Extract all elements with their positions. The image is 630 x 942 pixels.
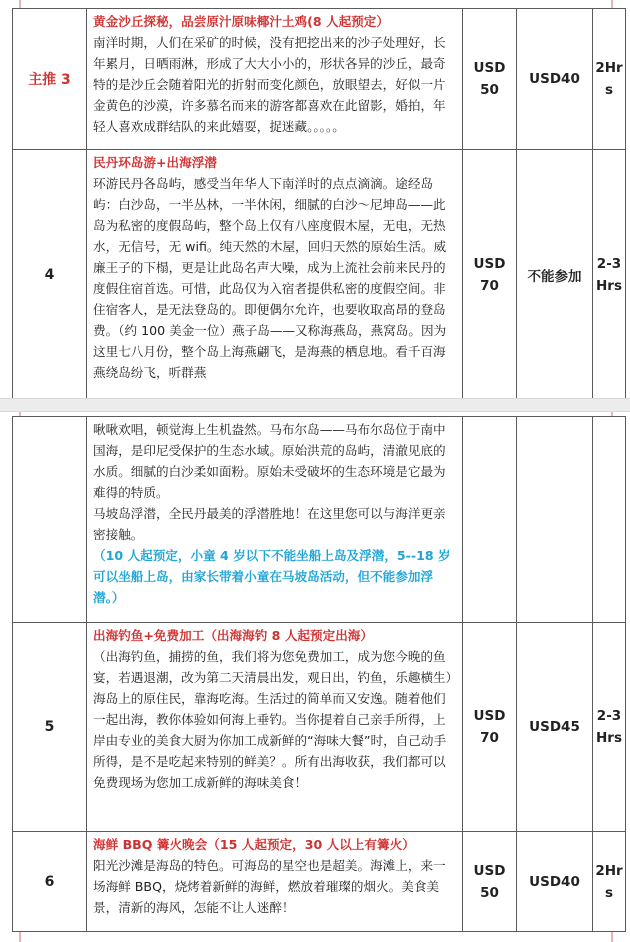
activity-description xyxy=(87,9,463,150)
duration xyxy=(593,417,626,623)
table-page-1 xyxy=(12,8,630,400)
activity-title: 民丹环岛游+出海浮潜 xyxy=(93,155,217,170)
activity-body-snorkel: 马坡岛浮潜，全民丹最美的浮潜胜地！在这里您可以与海洋更亲密接触。 xyxy=(93,506,446,542)
duration: 2-3Hrs xyxy=(593,623,626,832)
activity-title: 出海钓鱼+免费加工 xyxy=(93,628,205,643)
activity-title: 海鲜 BBQ 篝火晚会 xyxy=(93,837,208,852)
row-number: 6 xyxy=(13,832,87,932)
activity-body-continued: 啾啾欢唱，顿觉海上生机盎然。马布尔岛——马布尔岛位于南中国海，是印尼受保护的生态水域。原始洪荒的岛屿，清澈见底的水质。细腻的白沙柔如面粉。原始未受破坏的生态环境是它最为难得的特质。 xyxy=(93,422,446,500)
price-child: 不能参加 xyxy=(517,150,593,400)
duration: 2Hrs xyxy=(593,9,626,150)
price-adult: USD 50 xyxy=(463,9,517,150)
activity-body: 阳光沙滩是海岛的特色。可海岛的星空也是超美。海滩上，来一场海鲜 BBQ，烧烤着新鲜的海鲜，燃放着璀璨的烟火。美食美景，清新的海风，怎能不让人迷醉！ xyxy=(93,858,446,915)
table-row xyxy=(13,150,626,400)
row-number: 主推 3 xyxy=(13,9,87,150)
price-adult xyxy=(463,417,517,623)
activity-body: （出海钓鱼，捕捞的鱼，我们将为您免费加工，成为您今晚的鱼宴，若遇退潮，改为第二天清晨出发，观日出，钓鱼，乐趣横生）海岛上的原住民，靠海吃海。生活过的简单而又安逸。随着他们一起出海，教你体验如何海上垂钓。当你提着自己亲手所得，上岸由专业的美食大厨为你加工成新鲜的“海味大餐”时，自己动手所得，是不是吃起来特别的鲜美？。所有出海收获，我们都可以免费现场为您加工成新鲜的海味美食！ xyxy=(93,649,452,790)
activity-description xyxy=(87,623,463,832)
duration: 2Hrs xyxy=(593,832,626,932)
price-adult: USD 70 xyxy=(463,623,517,832)
booking-note: （10 人起预定，小童 4 岁以下不能坐船上岛及浮潜，5--18 岁可以坐船上岛，由家长带着小童在马坡岛活动，但不能参加浮潜。） xyxy=(93,548,451,605)
activity-title-note: (8 人起预定） xyxy=(307,14,389,29)
row-number: 5 xyxy=(13,623,87,832)
price-child: USD40 xyxy=(517,9,593,150)
table-row xyxy=(13,832,626,932)
table-row xyxy=(13,623,626,832)
price-adult: USD 70 xyxy=(463,150,517,400)
activities-table-part-1 xyxy=(12,8,626,400)
row-number: 4 xyxy=(13,150,87,400)
activity-description xyxy=(87,417,463,623)
activity-body: 南洋时期，人们在采矿的时候，没有把挖出来的沙子处理好，长年累月，日晒雨淋，形成了大大小小的，形状各异的沙丘，最奇特的是沙丘会随着阳光的折射而变化颜色，放眼望去，好似一片金黄色的沙漠，许多慕名而来的游客都喜欢在此留影，婚拍，年轻人喜欢成群结队的来此嬉耍，捉迷藏。。。。。 xyxy=(93,35,446,134)
table-row xyxy=(13,9,626,150)
activity-description xyxy=(87,832,463,932)
activity-title-note: （15 人起预定，30 人以上有篝火） xyxy=(207,837,415,852)
table-page-2 xyxy=(12,416,630,932)
row-number xyxy=(13,417,87,623)
table-row xyxy=(13,417,626,623)
page-break xyxy=(0,398,630,412)
price-child: USD40 xyxy=(517,832,593,932)
activity-description xyxy=(87,150,463,400)
activity-title: 黄金沙丘探秘，品尝原汁原味椰汁土鸡 xyxy=(93,14,308,29)
price-child xyxy=(517,417,593,623)
price-child: USD45 xyxy=(517,623,593,832)
activities-table-part-2 xyxy=(12,416,626,932)
activity-title-note: （出海海钓 8 人起预定出海） xyxy=(204,628,373,643)
price-adult: USD 50 xyxy=(463,832,517,932)
duration: 2-3Hrs xyxy=(593,150,626,400)
activity-body: 环游民丹各岛屿，感受当年华人下南洋时的点点滴滴。途经岛屿：白沙岛，一半丛林，一半休闲，细腻的白沙～尼坤岛——此岛为私密的度假岛屿，整个岛上仅有八座度假木屋，无电，无热水，无信号，无 wifi。纯天然的木屋，回归天然的原始生活。威廉王子的下榻，更是让此岛名声大噪，成为上流社会前来民丹的度假住宿首选。可惜，此岛仅为入宿者提供私密的度假空间。非住宿客人，是无法登岛的。即便偶尔允许，也要收取高昂的登岛费。（约 100 美金一位）燕子岛——又称海燕岛，燕窝岛。因为这里七八月份，整个岛上海燕翩飞，是海燕的栖息地。看千百海燕绕岛纷飞，听群燕 xyxy=(93,176,447,380)
